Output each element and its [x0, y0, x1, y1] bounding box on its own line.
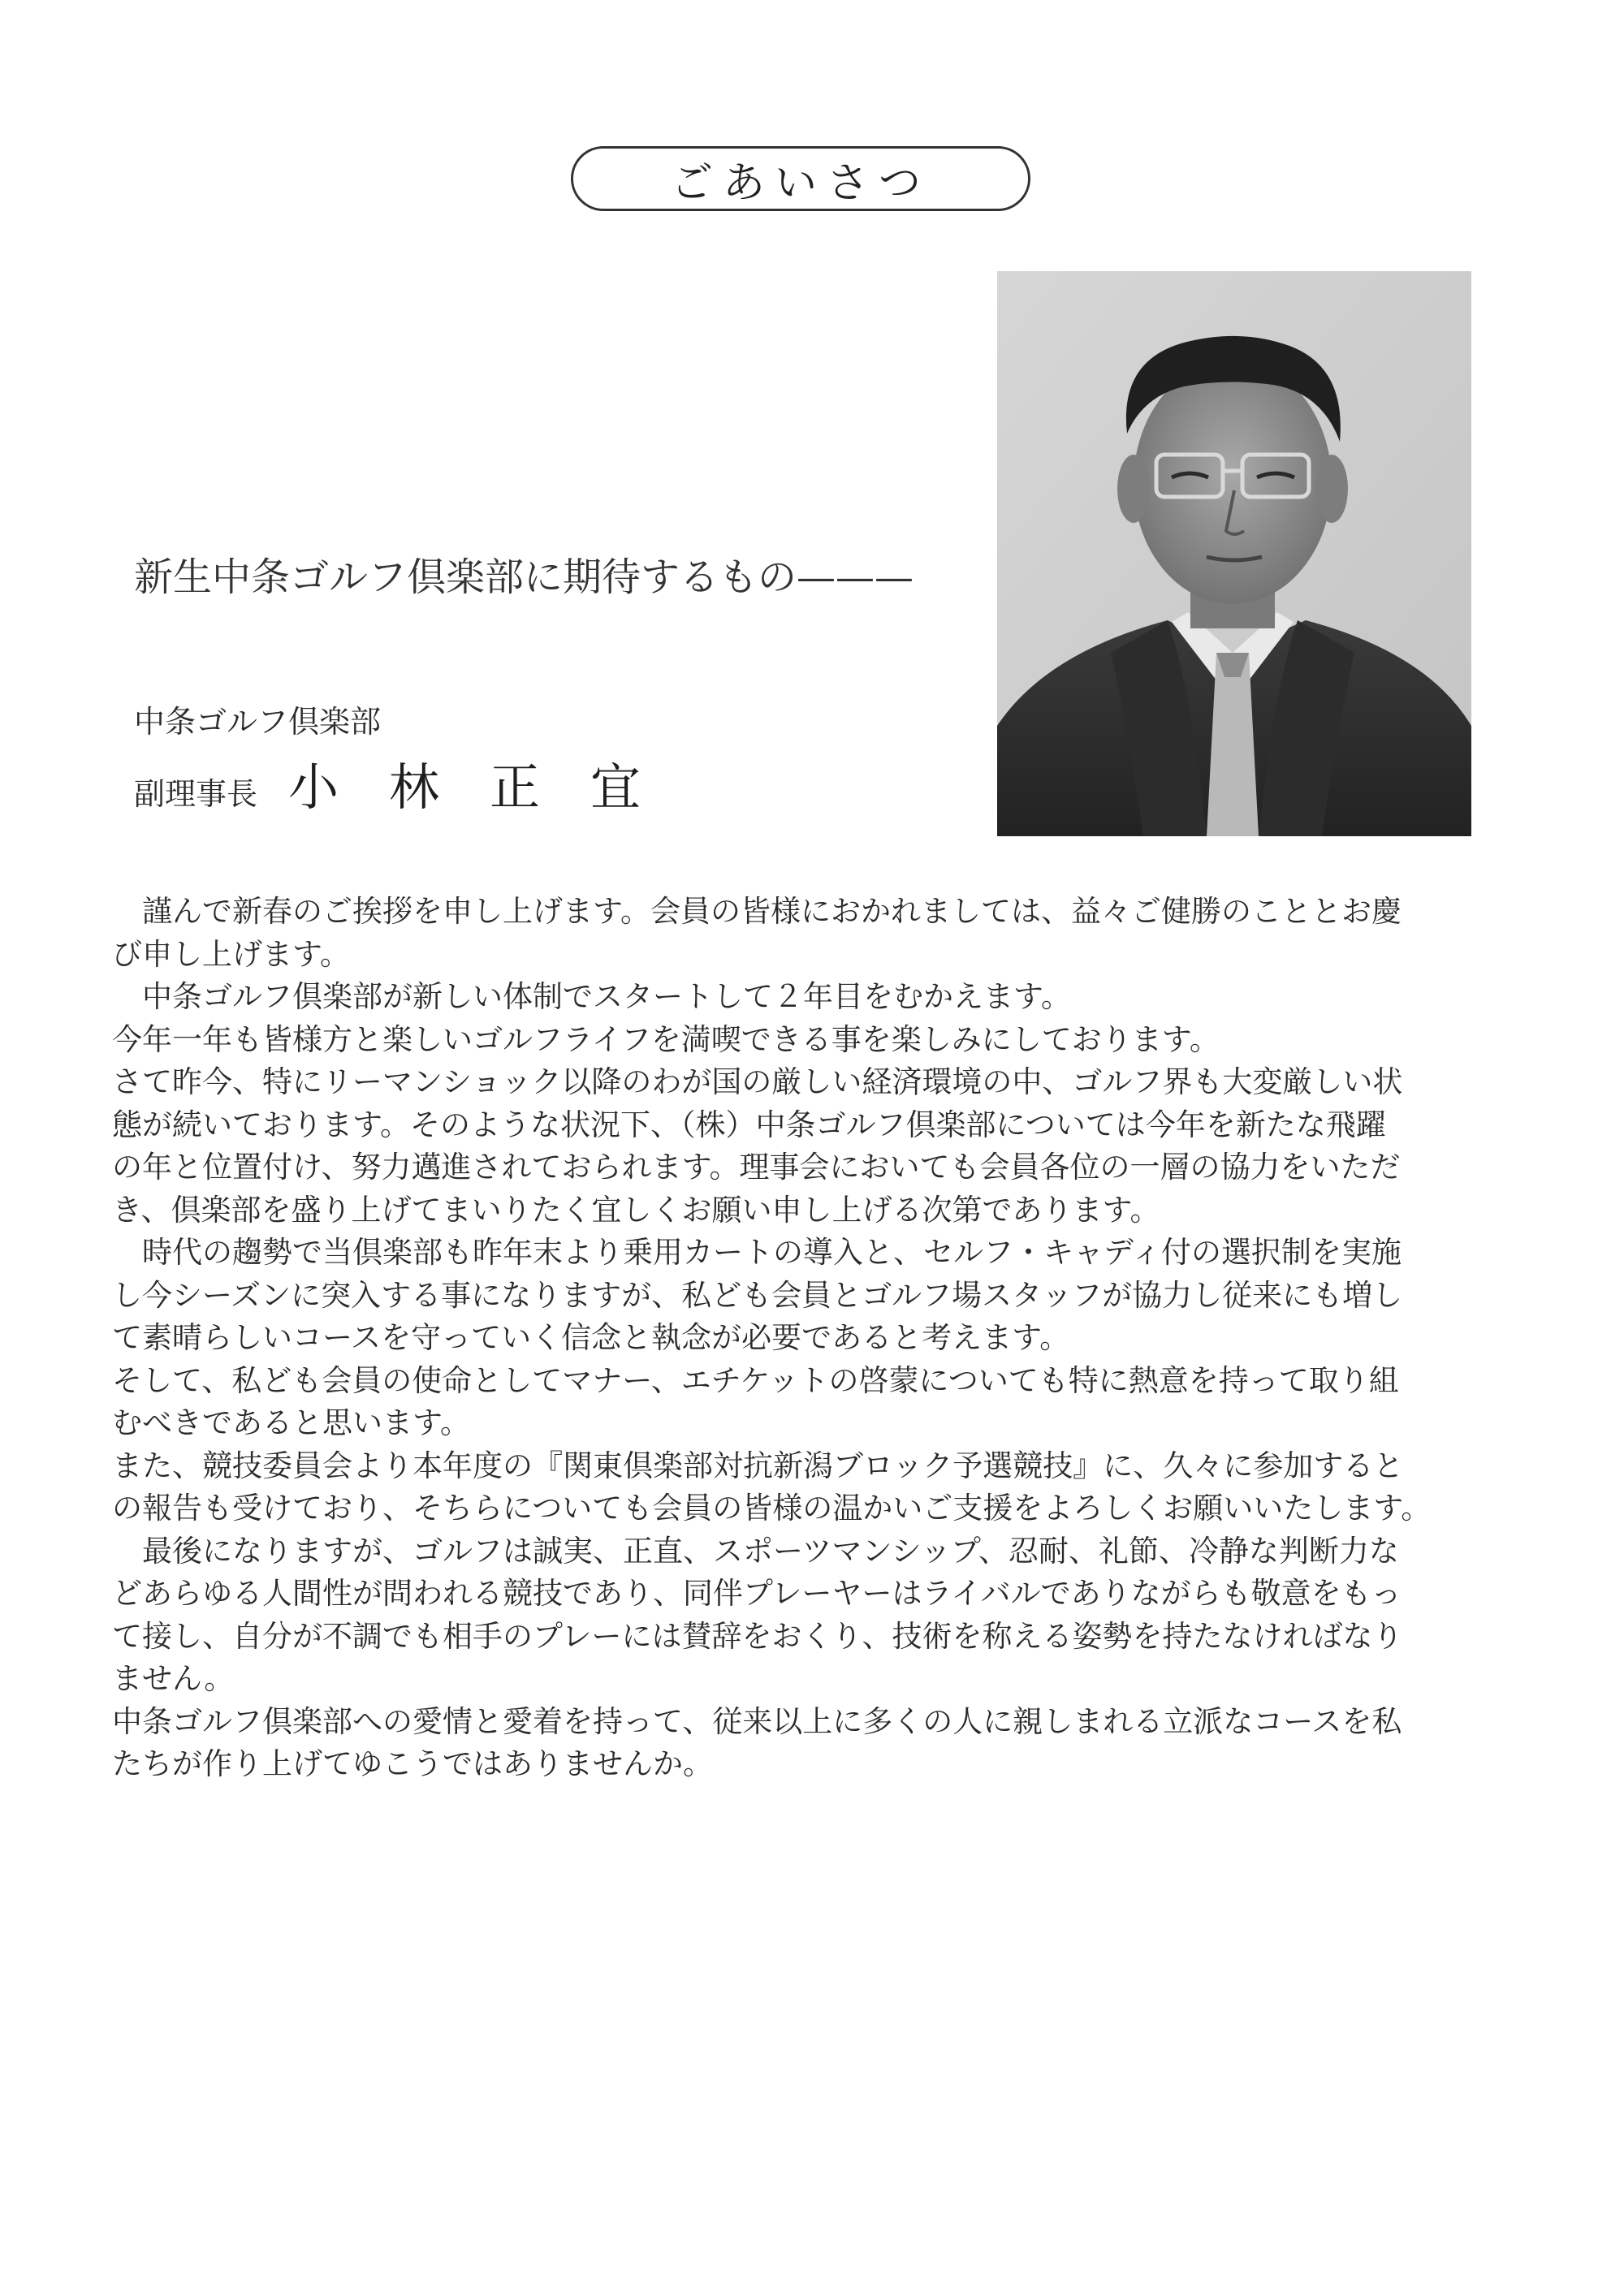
body-line: むべきであると思います。 — [112, 1405, 471, 1440]
portrait-photo — [997, 271, 1471, 836]
title-pill — [571, 146, 1030, 211]
body-line: き、倶楽部を盛り上げてまいりたく宜しくお願い申し上げる次第であります。 — [112, 1192, 1160, 1228]
body-line: し今シーズンに突入する事になりますが、私ども会員とゴルフ場スタッフが協力し従来にも増し — [112, 1277, 1403, 1313]
author-organization: 中条ゴルフ倶楽部 — [134, 704, 382, 740]
body-line: の年と位置付け、努力邁進されておられます。理事会においても会員各位の一層の協力をいただ — [112, 1150, 1401, 1185]
author-name: 小林正宜 — [288, 757, 692, 817]
body-line: 最後になりますが、ゴルフは誠実、正直、スポーツマンシップ、忍耐、礼節、冷静な判断力な — [112, 1533, 1399, 1569]
body-line: の報告も受けており、そちらについても会員の皆様の温かいご支援をよろしくお願いいたします。 — [112, 1491, 1432, 1526]
body-line: 謹んで新春のご挨拶を申し上げます。会員の皆様におかれましては、益々ご健勝のこととお慶 — [112, 894, 1402, 929]
body-line: また、競技委員会より本年度の『関東倶楽部対抗新潟ブロック予選競技』に、久々に参加すると — [112, 1448, 1404, 1483]
body-line: て接し、自分が不調でも相手のプレーには賛辞をおくり、技術を称える姿勢を持たなければなり — [112, 1618, 1403, 1654]
article-subtitle: 新生中条ゴルフ倶楽部に期待するもの——— — [134, 555, 914, 600]
body-line: ません。 — [112, 1661, 235, 1696]
body-text — [112, 891, 1525, 1786]
body-line: 中条ゴルフ倶楽部への愛情と愛着を持って、従来以上に多くの人に親しまれる立派なコースを私 — [112, 1703, 1402, 1739]
portrait-illustration — [997, 271, 1471, 836]
body-line: 中条ゴルフ倶楽部が新しい体制でスタートして２年目をむかえます。 — [112, 979, 1072, 1014]
author-role-line — [134, 747, 691, 819]
body-line: そして、私ども会員の使命としてマナー、エチケットの啓蒙についても特に熱意を持って取り組 — [112, 1362, 1399, 1398]
body-line: 時代の趨勢で当倶楽部も昨年末より乗用カートの導入と、セルフ・キャディ付の選択制を実施 — [112, 1235, 1402, 1270]
body-line: 態が続いております。そのような状況下、（株）中条ゴルフ倶楽部については今年を新たな飛躍 — [112, 1107, 1386, 1142]
page-title: ごあいさつ — [670, 158, 931, 208]
body-line: び申し上げます。 — [112, 936, 351, 972]
author-role: 副理事長 — [134, 776, 258, 812]
body-line: さて昨今、特にリーマンショック以降のわが国の厳しい経済環境の中、ゴルフ界も大変厳しい状 — [112, 1064, 1403, 1099]
body-line: たちが作り上げてゆこうではありませんか。 — [112, 1746, 713, 1781]
body-line: 今年一年も皆様方と楽しいゴルフライフを満喫できる事を楽しみにしております。 — [112, 1021, 1220, 1057]
body-line: て素晴らしいコースを守っていく信念と執念が必要であると考えます。 — [112, 1320, 1070, 1355]
body-line: どあらゆる人間性が問われる競技であり、同伴プレーヤーはライバルでありながらも敬意をもっ — [112, 1576, 1402, 1611]
